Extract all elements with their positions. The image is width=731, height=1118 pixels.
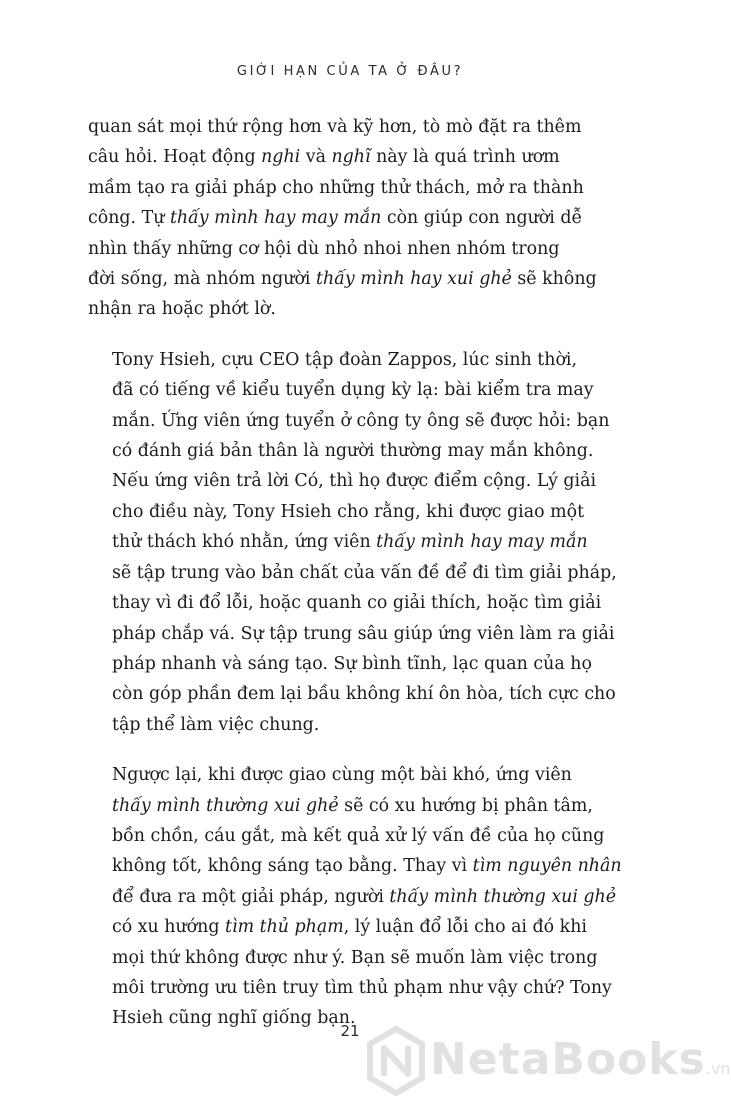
text-line: [88, 203, 622, 233]
text-line: [88, 851, 622, 881]
text-segment: mầm tạo ra giải pháp cho những thử thách, mở ra thành: [88, 177, 584, 198]
text-segment: công. Tự: [88, 208, 170, 229]
text-segment: môi trường ưu tiên truy tìm thủ phạm như vậy chứ? Tony: [112, 977, 612, 998]
text-segment: sẽ không: [511, 269, 597, 290]
text-line: [88, 142, 622, 172]
text-segment: đã có tiếng về kiểu tuyển dụng kỳ lạ: bài kiểm tra may: [112, 380, 594, 401]
text-segment: cho điều này, Tony Hsieh cho rằng, khi được giao một: [112, 501, 585, 522]
running-head: GIỚI HẠN CỦA TA Ở ĐÂU?: [236, 64, 464, 79]
text-line: [88, 619, 622, 649]
watermark-text: [430, 1034, 731, 1085]
text-segment: còn giúp con người dễ: [381, 208, 583, 229]
italic-text: thấy mình thường xui ghẻ: [112, 795, 339, 816]
text-segment: tập thể làm việc chung.: [112, 714, 320, 735]
text-segment: nhận ra hoặc phớt lờ.: [88, 299, 276, 320]
text-line: [88, 588, 622, 618]
text-line: [88, 912, 622, 942]
text-segment: Tony Hsieh, cựu CEO tập đoàn Zappos, lúc sinh thời,: [112, 349, 578, 370]
text-segment: Ngược lại, khi được giao cùng một bài khó, ứng viên: [112, 765, 572, 786]
text-line: [88, 294, 622, 324]
italic-text: thấy mình hay xui ghẻ: [316, 269, 512, 290]
italic-text: nghĩ: [331, 147, 371, 168]
page-number: 21: [340, 1022, 360, 1040]
text-segment: mọi thứ không được như ý. Bạn sẽ muốn làm việc trong: [112, 947, 598, 968]
text-line: [88, 406, 622, 436]
text-segment: và: [300, 147, 332, 168]
italic-text: tìm nguyên nhân: [472, 856, 622, 877]
text-line: [88, 791, 622, 821]
italic-text: thấy mình thường xui ghẻ: [389, 886, 617, 907]
text-segment: Nếu ứng viên trả lời Có, thì họ được điểm cộng. Lý giải: [112, 471, 597, 492]
text-segment: , lý luận đổ lỗi cho ai đó khi: [343, 917, 587, 938]
text-line: [88, 710, 622, 740]
paragraph: [88, 112, 622, 325]
text-segment: sẽ tập trung vào bản chất của vấn đề để đi tìm giải pháp,: [112, 562, 617, 583]
text-line: [88, 882, 622, 912]
text-line: [88, 679, 622, 709]
text-segment: mắn. Ứng viên ứng tuyển ở công ty ông sẽ được hỏi: bạn: [112, 410, 610, 431]
text-segment: câu hỏi. Hoạt động: [88, 147, 262, 168]
text-line: [88, 234, 622, 264]
text-line: [88, 527, 622, 557]
text-segment: có đánh giá bản thân là người thường may mắn không.: [112, 441, 594, 462]
italic-text: tìm thủ phạm: [225, 917, 344, 938]
text-line: [88, 497, 622, 527]
text-segment: sẽ có xu hướng bị phân tâm,: [338, 795, 593, 816]
text-line: [88, 264, 622, 294]
text-line: [88, 375, 622, 405]
text-line: [88, 173, 622, 203]
text-segment: pháp nhanh và sáng tạo. Sự bình tĩnh, lạc quan của họ: [112, 653, 592, 674]
netabooks-logo-icon: [366, 1026, 426, 1096]
text-line: [88, 821, 622, 851]
watermark-brand: NetaBooks: [430, 1034, 706, 1085]
paragraph: [88, 345, 622, 740]
text-segment: bồn chồn, cáu gắt, mà kết quả xử lý vấn đề của họ cũng: [112, 825, 605, 846]
paragraph: [88, 760, 622, 1034]
text-line: [88, 466, 622, 496]
italic-text: thấy mình hay may mắn: [169, 208, 382, 229]
text-segment: pháp chắp vá. Sự tập trung sâu giúp ứng viên làm ra giải: [112, 623, 615, 644]
text-segment: này là quá trình ươm: [370, 147, 560, 168]
text-segment: không tốt, không sáng tạo bằng. Thay vì: [112, 856, 473, 877]
text-line: [88, 558, 622, 588]
text-segment: để đưa ra một giải pháp, người: [112, 886, 390, 907]
text-segment: nhìn thấy những cơ hội dù nhỏ nhoi nhen nhóm trong: [88, 238, 560, 259]
text-line: [88, 345, 622, 375]
watermark: [366, 1022, 731, 1102]
text-line: [88, 112, 622, 142]
text-segment: đời sống, mà nhóm người: [88, 269, 317, 290]
body-text: [88, 112, 622, 1034]
text-line: [88, 436, 622, 466]
watermark-suffix: .vn: [705, 1059, 731, 1078]
text-segment: Hsieh cũng nghĩ giống bạn.: [112, 1008, 356, 1029]
text-segment: có xu hướng: [112, 917, 226, 938]
italic-text: thấy mình hay may mắn: [376, 532, 588, 553]
text-line: [88, 973, 622, 1003]
text-segment: còn góp phần đem lại bầu không khí ôn hòa, tích cực cho: [112, 684, 616, 705]
text-line: [88, 943, 622, 973]
text-segment: thay vì đi đổ lỗi, hoặc quanh co giải thích, hoặc tìm giải: [112, 593, 602, 614]
text-segment: thử thách khó nhằn, ứng viên: [112, 532, 377, 553]
italic-text: nghi: [261, 147, 301, 168]
text-segment: quan sát mọi thứ rộng hơn và kỹ hơn, tò mò đặt ra thêm: [88, 117, 582, 137]
text-line: [88, 649, 622, 679]
text-line: [88, 760, 622, 790]
